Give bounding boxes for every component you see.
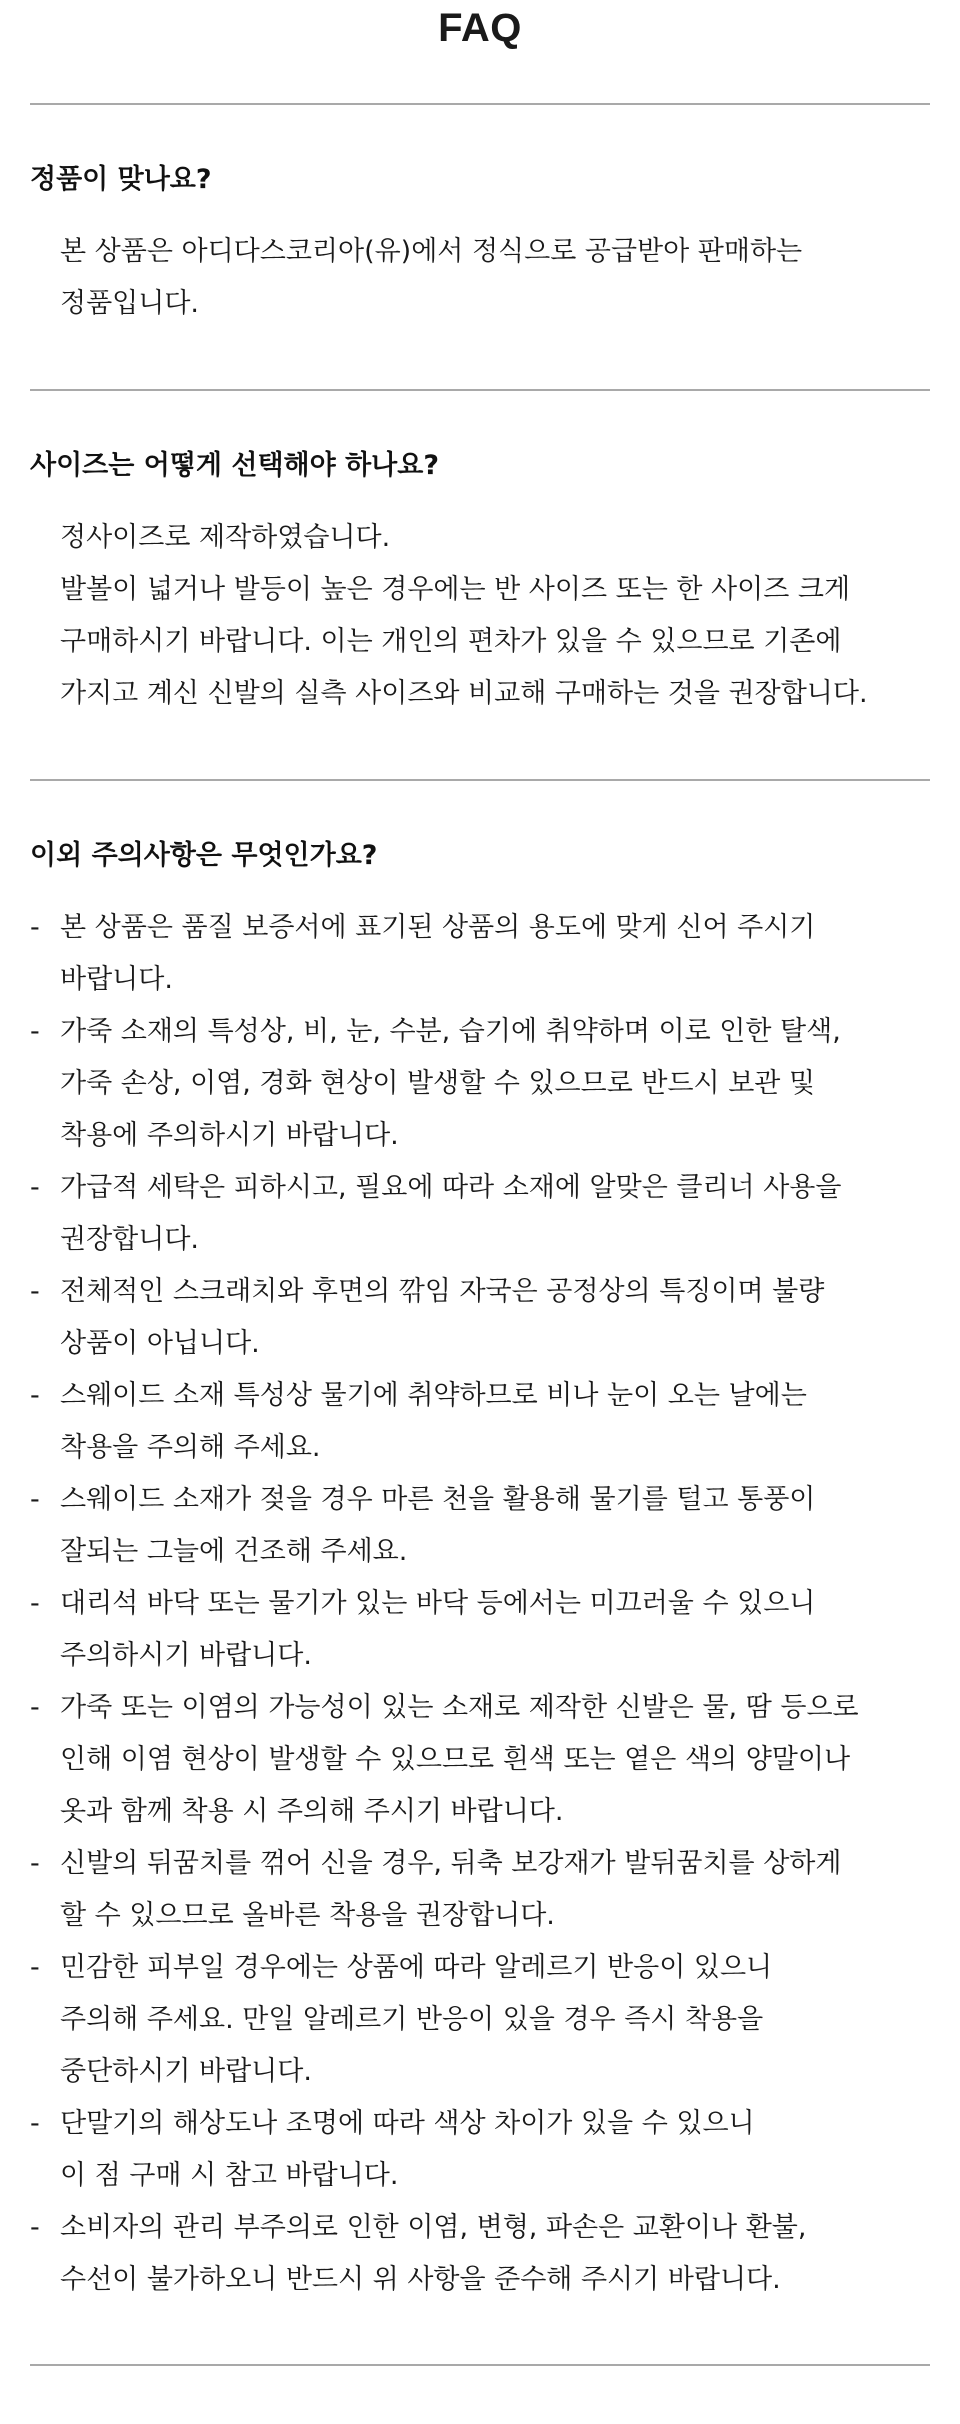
list-item-line: 스웨이드 소재 특성상 물기에 취약하므로 비나 눈이 오는 날에는 (60, 1380, 807, 1411)
faq-item-precautions (30, 836, 930, 2306)
answer-line: 정품입니다. (60, 288, 199, 319)
bullet-dash: - (30, 1380, 40, 1411)
bullet-dash: - (30, 1692, 40, 1723)
list-item-line: 가급적 세탁은 피하시고, 필요에 따라 소재에 알맞은 클리너 사용을 (60, 1172, 842, 1203)
list-item-line: 소비자의 관리 부주의로 인한 이염, 변형, 파손은 교환이나 환불, (60, 2212, 807, 2243)
list-item (30, 1838, 930, 1942)
bullet-dash: - (30, 1484, 40, 1515)
list-item-line: 권장합니다. (60, 1224, 199, 1255)
list-item-line: 이 점 구매 시 참고 바랍니다. (60, 2160, 399, 2191)
list-item-line: 가죽 소재의 특성상, 비, 눈, 수분, 습기에 취약하며 이로 인한 탈색, (60, 1016, 841, 1047)
list-item-line: 수선이 불가하오니 반드시 위 사항을 준수해 주시기 바랍니다. (60, 2264, 781, 2295)
list-item-line: 인해 이염 현상이 발생할 수 있으므로 흰색 또는 옅은 색의 양말이나 (60, 1744, 851, 1775)
list-item-line: 단말기의 해상도나 조명에 따라 색상 차이가 있을 수 있으니 (60, 2108, 755, 2139)
list-item-line: 가죽 또는 이염의 가능성이 있는 소재로 제작한 신발은 물, 땀 등으로 (60, 1692, 859, 1723)
list-item-line: 상품이 아닙니다. (60, 1328, 260, 1359)
list-item-line: 할 수 있으므로 올바른 착용을 권장합니다. (60, 1900, 555, 1931)
answer-line: 본 상품은 아디다스코리아(유)에서 정식으로 공급받아 판매하는 (60, 236, 803, 267)
list-item-line: 착용을 주의해 주세요. (60, 1432, 321, 1463)
bullet-dash: - (30, 1276, 40, 1307)
bullet-dash: - (30, 912, 40, 943)
answer-line: 발볼이 넓거나 발등이 높은 경우에는 반 사이즈 또는 한 사이즈 크게 (60, 574, 851, 605)
list-item-line: 착용에 주의하시기 바랍니다. (60, 1120, 399, 1151)
bullet-dash: - (30, 1848, 40, 1879)
list-item (30, 1006, 930, 1162)
list-item-line: 주의하시기 바랍니다. (60, 1640, 312, 1671)
list-item-line: 본 상품은 품질 보증서에 표기된 상품의 용도에 맞게 신어 주시기 (60, 912, 816, 943)
divider (30, 389, 930, 391)
list-item-line: 주의해 주세요. 만일 알레르기 반응이 있을 경우 즉시 착용을 (60, 2004, 764, 2035)
list-item-line: 바랍니다. (60, 964, 173, 995)
list-item-line: 가죽 손상, 이염, 경화 현상이 발생할 수 있으므로 반드시 보관 및 (60, 1068, 816, 1099)
list-item-line: 대리석 바닥 또는 물기가 있는 바닥 등에서는 미끄러울 수 있으니 (60, 1588, 816, 1619)
list-item (30, 1682, 930, 1838)
answer-line: 가지고 계신 신발의 실측 사이즈와 비교해 구매하는 것을 권장합니다. (60, 678, 868, 709)
faq-answer (30, 226, 930, 330)
faq-question: 정품이 맞나요? (30, 164, 212, 195)
list-item (30, 1162, 930, 1266)
bullet-dash: - (30, 1588, 40, 1619)
list-item (30, 1942, 930, 2098)
faq-item-authenticity (30, 160, 930, 330)
bullet-dash: - (30, 1172, 40, 1203)
divider (30, 779, 930, 781)
faq-answer (30, 512, 930, 720)
page-title: FAQ (438, 6, 522, 50)
list-item (30, 1266, 930, 1370)
faq-question: 이외 주의사항은 무엇인가요? (30, 840, 378, 871)
list-item-line: 스웨이드 소재가 젖을 경우 마른 천을 활용해 물기를 털고 통풍이 (60, 1484, 816, 1515)
list-item (30, 1370, 930, 1474)
bullet-dash: - (30, 1016, 40, 1047)
divider (30, 103, 930, 105)
bullet-dash: - (30, 2212, 40, 2243)
list-item-line: 민감한 피부일 경우에는 상품에 따라 알레르기 반응이 있으니 (60, 1952, 773, 1983)
list-item-line: 중단하시기 바랍니다. (60, 2056, 312, 2087)
answer-line: 정사이즈로 제작하였습니다. (60, 522, 391, 553)
list-item (30, 2202, 930, 2306)
answer-line: 구매하시기 바랍니다. 이는 개인의 편차가 있을 수 있으므로 기존에 (60, 626, 842, 657)
list-item (30, 1474, 930, 1578)
bullet-dash: - (30, 1952, 40, 1983)
list-item-line: 옷과 함께 착용 시 주의해 주시기 바랍니다. (60, 1796, 564, 1827)
divider (30, 2364, 930, 2366)
bullet-dash: - (30, 2108, 40, 2139)
list-item-line: 신발의 뒤꿈치를 꺾어 신을 경우, 뒤축 보강재가 발뒤꿈치를 상하게 (60, 1848, 842, 1879)
list-item-line: 전체적인 스크래치와 후면의 깎임 자국은 공정상의 특징이며 불량 (60, 1276, 825, 1307)
faq-item-sizing (30, 446, 930, 720)
list-item (30, 2098, 930, 2202)
list-item (30, 1578, 930, 1682)
list-item-line: 잘되는 그늘에 건조해 주세요. (60, 1536, 408, 1567)
precautions-list (30, 902, 930, 2306)
faq-question: 사이즈는 어떻게 선택해야 하나요? (30, 450, 440, 481)
list-item (30, 902, 930, 1006)
